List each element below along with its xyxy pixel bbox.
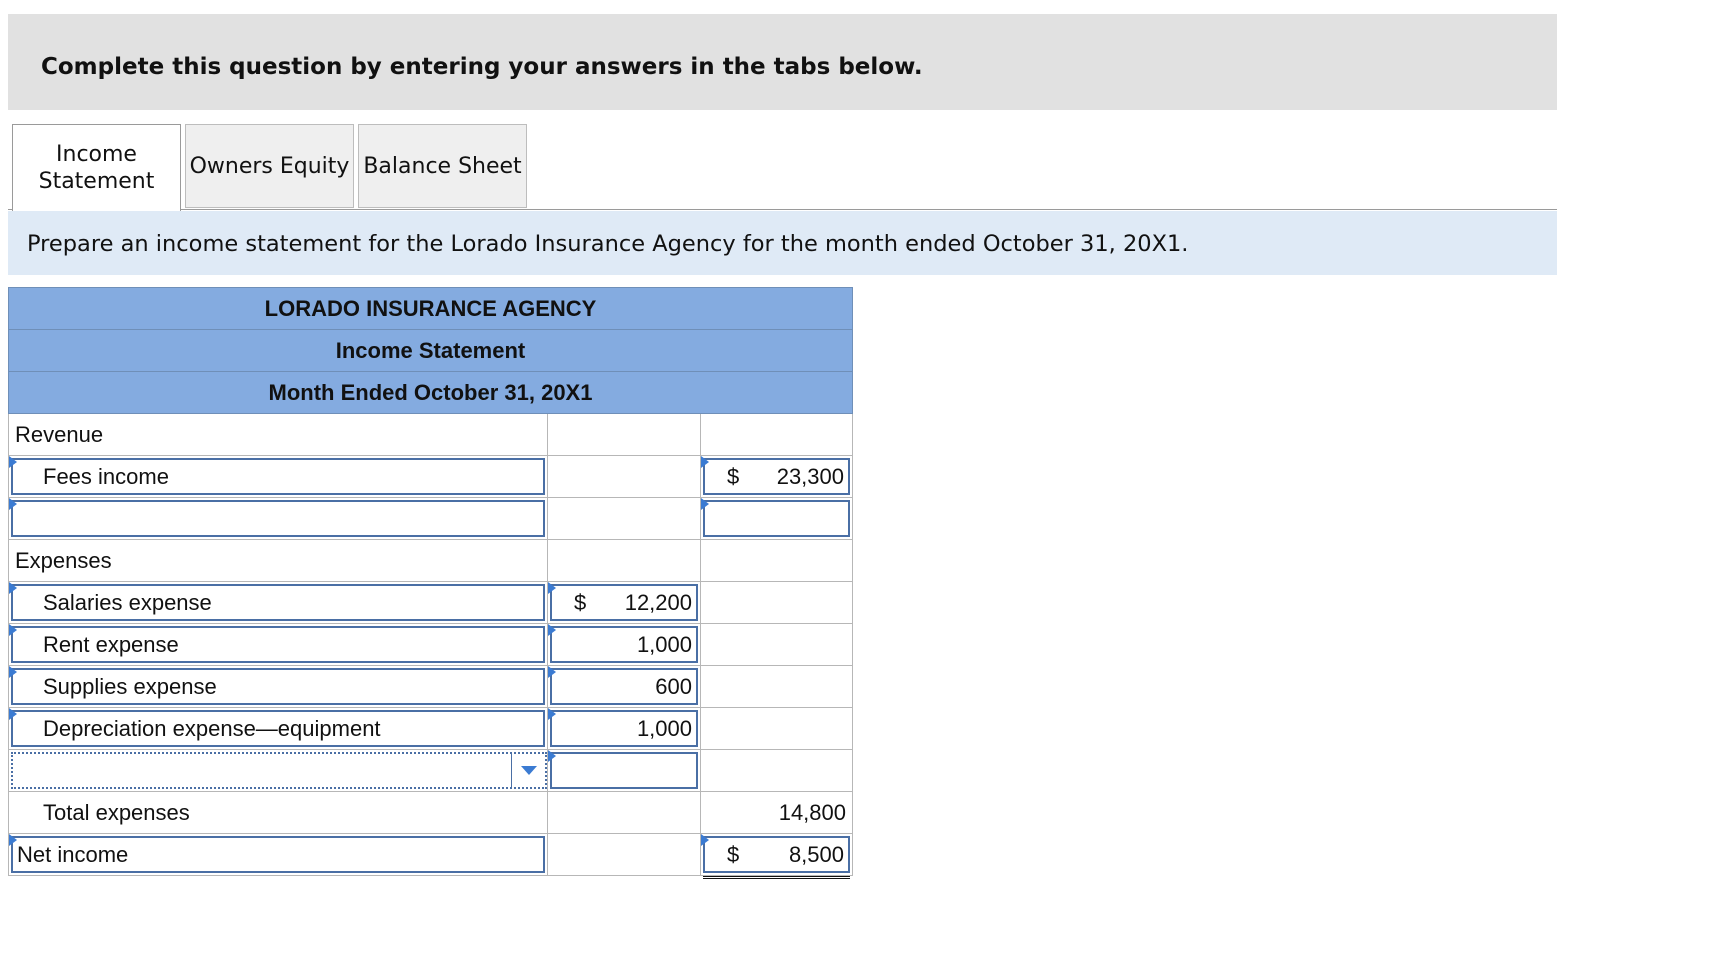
expense-label-input[interactable]	[11, 626, 545, 663]
entry-marker-icon	[548, 666, 556, 678]
expense-amount-input[interactable]	[550, 710, 698, 747]
expense-amount: 12,200	[624, 589, 692, 615]
entry-marker-icon	[9, 498, 17, 510]
empty-cell	[701, 624, 853, 665]
table-row	[8, 414, 853, 456]
empty-cell	[701, 666, 853, 707]
empty-cell	[548, 540, 701, 581]
empty-cell	[701, 414, 853, 455]
fees-income-amount-input[interactable]	[703, 458, 850, 495]
net-income-label-cell	[8, 834, 548, 875]
total-expenses-label: Total expenses	[43, 799, 190, 825]
expense-amount-cell	[548, 624, 701, 665]
blank-expense-amount-cell	[548, 750, 701, 791]
expenses-label: Expenses	[15, 547, 112, 573]
net-income-amount: 8,500	[788, 841, 844, 867]
table-row	[8, 708, 853, 750]
account-select[interactable]	[11, 752, 547, 789]
entry-marker-icon	[9, 456, 17, 468]
entry-marker-icon	[548, 708, 556, 720]
account-select-cell	[8, 750, 548, 791]
question-title: Complete this question by entering your answers in the tabs below.	[41, 54, 923, 80]
blank-amount-cell	[701, 498, 853, 539]
empty-cell	[701, 750, 853, 791]
entry-marker-icon	[9, 624, 17, 636]
net-income-label: Net income	[17, 841, 129, 867]
instruction-text: Prepare an income statement for the Lorado Insurance Agency for the month ended October 31, 20X1.	[27, 231, 1189, 257]
tab-balance-sheet[interactable]	[358, 124, 527, 208]
empty-cell	[548, 456, 701, 497]
expense-amount-cell	[548, 708, 701, 749]
blank-label-cell	[8, 498, 548, 539]
table-row	[8, 750, 853, 792]
tab-balance-sheet-label: Balance Sheet	[363, 153, 522, 179]
tab-divider-left	[8, 209, 13, 210]
net-income-amount-input[interactable]	[703, 836, 850, 873]
company-name: LORADO INSURANCE AGENCY	[264, 295, 597, 321]
tab-income-statement-label: Income Statement	[38, 142, 155, 194]
table-row	[8, 624, 853, 666]
dropdown-button[interactable]	[511, 754, 545, 787]
expenses-header-cell	[8, 540, 548, 581]
entry-marker-icon	[701, 456, 709, 468]
statement-title: Income Statement	[335, 337, 526, 363]
question-header	[8, 14, 1557, 110]
empty-cell	[701, 582, 853, 623]
revenue-label: Revenue	[15, 421, 104, 447]
expense-label-cell	[8, 624, 548, 665]
expense-label-input[interactable]	[11, 668, 545, 705]
currency-symbol: $	[727, 841, 740, 867]
double-underline	[703, 876, 850, 879]
income-statement-table	[8, 287, 853, 876]
net-income-amount-cell	[701, 834, 853, 875]
expense-label: Salaries expense	[43, 589, 212, 615]
entry-marker-icon	[9, 666, 17, 678]
currency-symbol: $	[574, 589, 587, 615]
fees-income-amount: 23,300	[776, 463, 844, 489]
expense-label: Supplies expense	[43, 673, 217, 699]
net-income-label-input[interactable]	[11, 836, 545, 873]
expense-label-cell	[8, 666, 548, 707]
table-row	[8, 792, 853, 834]
expense-label-cell	[8, 582, 548, 623]
blank-expense-amount-input[interactable]	[550, 752, 698, 789]
expense-amount-cell	[548, 582, 701, 623]
total-expenses-amount: 14,800	[778, 799, 846, 825]
expense-amount-input[interactable]	[550, 668, 698, 705]
statement-period-row	[8, 372, 853, 414]
empty-cell	[701, 540, 853, 581]
entry-marker-icon	[9, 834, 17, 846]
empty-cell	[548, 414, 701, 455]
fees-income-input[interactable]	[11, 458, 545, 495]
entry-marker-icon	[701, 834, 709, 846]
table-row	[8, 666, 853, 708]
expense-label: Depreciation expense—equipment	[43, 715, 381, 741]
blank-label-input[interactable]	[11, 500, 545, 537]
table-row	[8, 456, 853, 498]
tab-income-statement[interactable]	[12, 124, 181, 211]
fees-income-label: Fees income	[43, 463, 169, 489]
table-row	[8, 498, 853, 540]
entry-marker-icon	[548, 624, 556, 636]
expense-label-input[interactable]	[11, 584, 545, 621]
entry-marker-icon	[9, 582, 17, 594]
blank-amount-input[interactable]	[703, 500, 850, 537]
total-expenses-amount-cell	[701, 792, 853, 833]
currency-symbol: $	[727, 463, 740, 489]
empty-cell	[548, 792, 701, 833]
table-row	[8, 582, 853, 624]
entry-marker-icon	[548, 750, 556, 762]
table-row	[8, 834, 853, 876]
table-row	[8, 540, 853, 582]
statement-period: Month Ended October 31, 20X1	[268, 379, 593, 405]
expense-label: Rent expense	[43, 631, 179, 657]
expense-amount: 1,000	[636, 631, 692, 657]
fees-income-cell	[8, 456, 548, 497]
expense-label-cell	[8, 708, 548, 749]
empty-cell	[548, 834, 701, 875]
company-name-row	[8, 287, 853, 330]
expense-amount: 1,000	[636, 715, 692, 741]
statement-title-row	[8, 330, 853, 372]
entry-marker-icon	[9, 708, 17, 720]
instruction-banner	[8, 211, 1557, 275]
expense-amount-input[interactable]	[550, 584, 698, 621]
tab-owners-equity[interactable]	[185, 124, 354, 208]
chevron-down-icon	[521, 766, 537, 775]
expense-amount-input[interactable]	[550, 626, 698, 663]
empty-cell	[701, 708, 853, 749]
expense-amount-cell	[548, 666, 701, 707]
tab-owners-equity-label: Owners Equity	[189, 153, 350, 179]
tab-divider	[180, 209, 1557, 210]
fees-income-amount-cell	[701, 456, 853, 497]
empty-cell	[548, 498, 701, 539]
entry-marker-icon	[548, 582, 556, 594]
entry-marker-icon	[701, 498, 709, 510]
revenue-header-cell	[8, 414, 548, 455]
expense-amount: 600	[655, 673, 692, 699]
total-expenses-label-cell	[8, 792, 548, 833]
expense-label-input[interactable]	[11, 710, 545, 747]
